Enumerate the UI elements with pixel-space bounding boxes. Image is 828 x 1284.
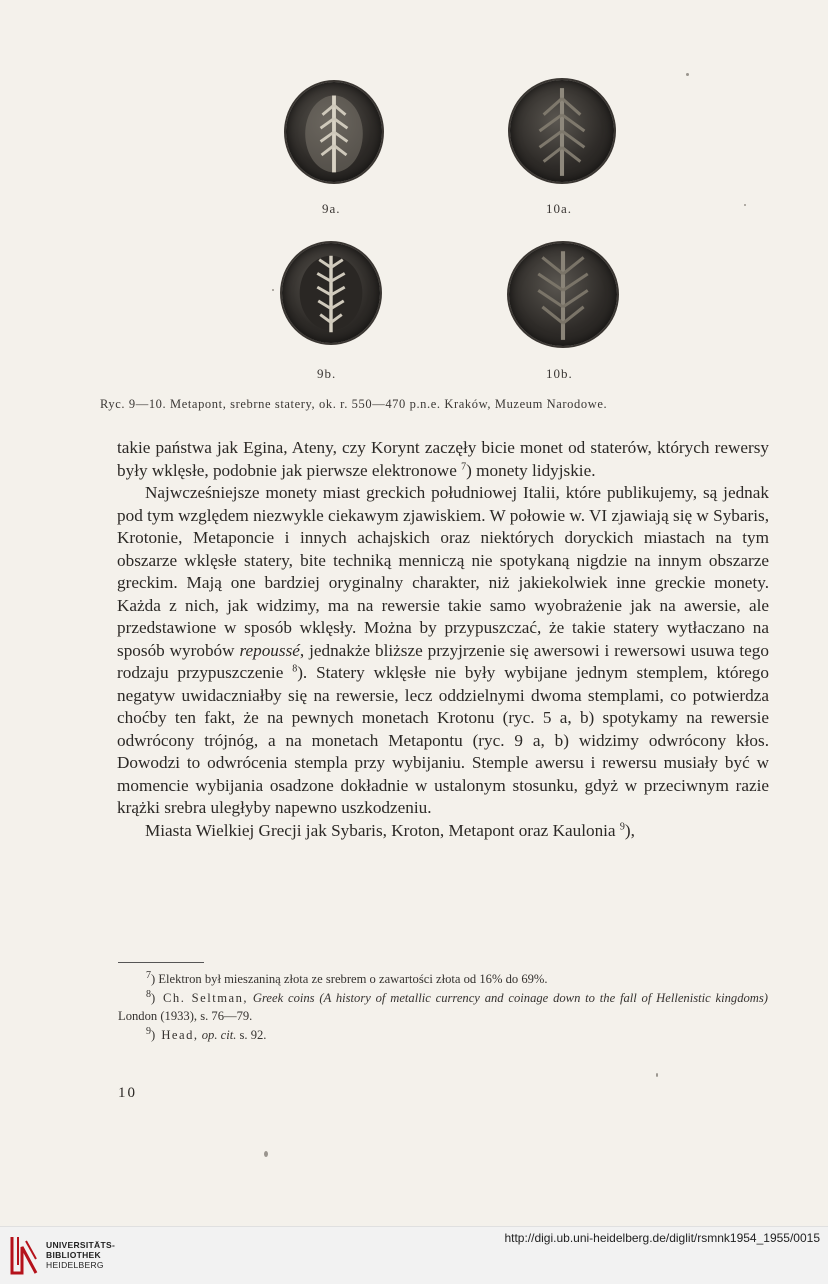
footnote-ref-8[interactable]: 8: [292, 663, 298, 675]
coin-label-10a: 10a.: [546, 201, 573, 216]
library-name[interactable]: UNIVERSITÄTS- BIBLIOTHEK HEIDELBERG: [46, 1240, 116, 1270]
coin-image-9b: [282, 243, 380, 343]
footnote-7: $^7$) Elektron był mieszaniną złota ze srebrem o zawartości złota od 16% do 69%.: [146, 969, 548, 986]
footnote-8: $^8$) Ch. Seltman, Greek coins (A history of metallic currency and coinage down to the fall of Hellenistic kingdoms) London (1933), s. 76—79.: [118, 988, 768, 1023]
coin-image-10a: [510, 80, 614, 182]
wheat-ear-icon: [282, 243, 380, 343]
wheat-ear-icon: [509, 243, 617, 346]
coin-image-9a: [286, 82, 382, 182]
coin-label-9a: 9a.: [322, 201, 341, 216]
footnote-ref-7[interactable]: 7: [461, 460, 467, 472]
coin-label-10b: 10b.: [546, 366, 573, 381]
page-number: 10: [118, 1085, 137, 1101]
paragraph-2: Najwcześniejsze monety miast greckich południowej Italii, które publikujemy, są jednak pod tym względem niezwykle ciekawym zjawiskiem. W połowie w. VI zjawiają się w Sybaris, Krotonie, Metaponcie i innych achajskich oraz niektórych doryckich miastach na tym obszarze wklęsłe statery, bite techniką menniczą nie spotykaną nigdzie na innym obszarze greckim. Mają one bardziej oryginalny charakter, niż jakiekolwiek inne greckie monety. Każda z nich, jak widzimy, ma na rewersie takie samo wyobrażenie jak na awersie, ale przedstawione w sposób wklęsły. Można by przypuszczać, że takie statery wytłaczano na sposób wyrobów repoussé, jednakże bliższe przyjrzenie się awersowi i rewersowi usuwa tego rodzaju przypuszczenie $^8$). Statery wklęsłe nie były wybijane jednym stemplem, którego negatyw uwidaczniałby się na rewersie, lecz oddzielnymi dwoma stemplami, co potwierdza choćby ten fakt, że na pewnych monetach Krotonu (ryc. 5 a, b) spotykamy na rewersie odwrócony trójnóg, a na monetach Metapontu (ryc. 9 a, b) widzimy odwrócony kłos. Dowodzi to odwrócenia stempla przy wybijaniu. Stemple awersu i rewersu musiały być w momencie wybijania osadzone dokładnie w ustalonym stosunku, gdyż w przeciwnym razie krążki srebra uległyby napewno uszkodzeniu.: [117, 483, 769, 817]
wheat-ear-icon: [510, 80, 614, 182]
university-library-logo-icon[interactable]: [8, 1235, 40, 1275]
wheat-ear-icon: [286, 82, 382, 182]
body-text: [117, 437, 769, 842]
footnote-divider: [118, 962, 204, 963]
paragraph-3: Miasta Wielkiej Grecji jak Sybaris, Kroton, Metapont oraz Kaulonia $^9$),: [145, 820, 635, 840]
source-url-link[interactable]: http://digi.ub.uni-heidelberg.de/diglit/rsmnk1954_1955/0015: [504, 1231, 820, 1245]
footnote-ref-9[interactable]: 9: [619, 820, 625, 832]
footnotes: [118, 970, 768, 1044]
figure-caption: Ryc. 9—10. Metapont, srebrne statery, ok. r. 550—470 p.n.e. Kraków, Muzeum Narodowe.: [100, 397, 608, 411]
paragraph-1: takie państwa jak Egina, Ateny, czy Korynt zaczęły bicie monet od staterów, których rewersy były wklęsłe, podobnie jak pierwsze elektronowe $^7$) monety lidyjskie.: [117, 438, 769, 480]
coin-image-10b: [509, 243, 617, 346]
footer-bar: [0, 1226, 828, 1284]
footnote-9: $^9$) Head, op. cit. s. 92.: [146, 1025, 267, 1042]
coin-label-9b: 9b.: [317, 366, 337, 381]
